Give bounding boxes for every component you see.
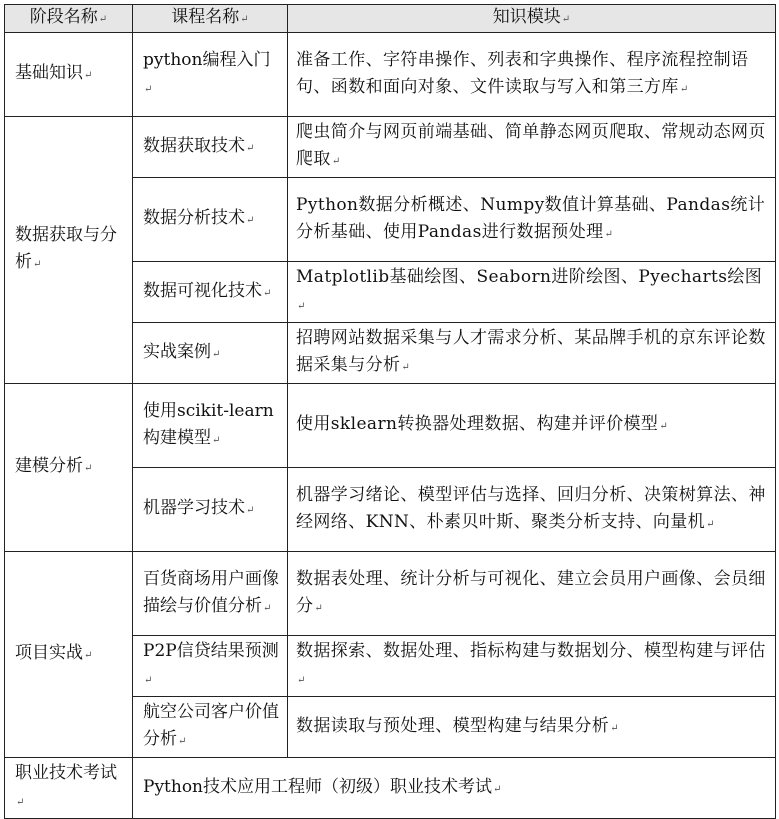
topics-cell xyxy=(288,33,776,117)
paragraph-mark: ↵ xyxy=(610,722,619,734)
table-body xyxy=(5,33,776,819)
paragraph-mark: ↵ xyxy=(314,602,324,614)
course-cell xyxy=(133,178,288,262)
paragraph-mark: ↵ xyxy=(84,463,93,474)
course-label: P2P信贷结果预测 xyxy=(143,641,279,661)
paragraph-mark: ↵ xyxy=(604,228,614,240)
paragraph-mark: ↵ xyxy=(98,14,108,25)
header-row xyxy=(5,5,776,33)
paragraph-mark: ↵ xyxy=(84,650,93,661)
table-row xyxy=(5,117,776,178)
topics-text: 使用sklearn转换器处理数据、构建并评价模型 xyxy=(296,414,659,434)
paragraph-mark: ↵ xyxy=(246,142,255,154)
topics-cell xyxy=(288,636,776,697)
topics-text: 招聘网站数据采集与人才需求分析、某品牌手机的京东评论数据采集与分析 xyxy=(296,328,766,375)
stage-cell xyxy=(5,552,133,758)
header-course xyxy=(133,5,288,33)
course-cell xyxy=(133,117,288,178)
paragraph-mark: ↵ xyxy=(493,783,502,795)
paragraph-mark: ↵ xyxy=(706,518,715,530)
topics-text: 数据表处理、统计分析与可视化、建立会员用户画像、会员细分 xyxy=(296,568,766,616)
exam-cell xyxy=(133,758,776,819)
paragraph-mark: ↵ xyxy=(331,156,341,167)
paragraph-mark: ↵ xyxy=(561,14,571,25)
course-label: 航空公司客户价值分析 xyxy=(143,702,279,749)
header-stage xyxy=(5,5,133,33)
stage-label: 建模分析 xyxy=(15,456,83,476)
paragraph-mark: ↵ xyxy=(33,259,42,270)
stage-label: 项目实战 xyxy=(15,643,83,663)
exam-label: Python技术应用工程师（初级）职业技术考试 xyxy=(143,776,493,797)
paragraph-mark: ↵ xyxy=(263,602,272,614)
paragraph-mark: ↵ xyxy=(212,348,221,360)
stage-cell xyxy=(5,117,133,384)
course-label: 数据分析技术 xyxy=(143,208,245,228)
course-cell xyxy=(133,262,288,323)
course-cell xyxy=(133,384,288,468)
stage-label: 数据获取与分析 xyxy=(15,225,117,272)
topics-text: Python数据分析概述、Numpy数值计算基础、Pandas统计分析基础、使用Pandas进行数据预处理 xyxy=(296,194,766,242)
table-row xyxy=(5,552,776,636)
paragraph-mark: ↵ xyxy=(212,434,221,446)
course-cell xyxy=(133,636,288,697)
course-label: 实战案例 xyxy=(143,341,211,362)
paragraph-mark: ↵ xyxy=(263,287,272,299)
topics-text: 数据探索、数据处理、指标构建与数据划分、模型构建与评估 xyxy=(296,641,766,661)
topics-cell xyxy=(288,117,776,178)
paragraph-mark: ↵ xyxy=(401,362,411,373)
course-label: 百货商场用户画像描绘与价值分析 xyxy=(143,568,279,616)
topics-text: 数据读取与预处理、模型构建与结果分析 xyxy=(296,715,610,736)
course-cell xyxy=(133,697,288,758)
topics-text: Matplotlib基础绘图、Seaborn进阶绘图、Pyecharts绘图 xyxy=(296,267,763,287)
paragraph-mark: ↵ xyxy=(144,675,153,686)
topics-text: 准备工作、字符串操作、列表和字典操作、程序流程控制语句、函数和面向对象、文件读取与写入和第三方库 xyxy=(296,49,749,97)
topics-cell xyxy=(288,384,776,468)
topics-cell xyxy=(288,178,776,262)
header-course-label: 课程名称 xyxy=(171,7,240,27)
stage-label: 职业技术考试 xyxy=(15,763,117,783)
topics-cell xyxy=(288,323,776,384)
stage-cell xyxy=(5,384,133,552)
topics-cell xyxy=(288,697,776,758)
paragraph-mark: ↵ xyxy=(246,505,255,516)
paragraph-mark: ↵ xyxy=(144,83,153,95)
stage-label: 基础知识 xyxy=(15,63,83,83)
course-label: 机器学习技术 xyxy=(143,498,245,518)
table-row xyxy=(5,384,776,468)
table-row xyxy=(5,33,776,117)
header-topics xyxy=(288,5,776,33)
paragraph-mark: ↵ xyxy=(297,675,306,686)
topics-cell xyxy=(288,468,776,552)
curriculum-table xyxy=(4,4,776,819)
course-label: 数据可视化技术 xyxy=(143,280,262,301)
course-label: 数据获取技术 xyxy=(143,135,245,156)
header-stage-label: 阶段名称 xyxy=(29,7,98,27)
course-cell xyxy=(133,468,288,552)
course-cell xyxy=(133,33,288,117)
course-label: 使用scikit-learn构建模型 xyxy=(143,400,274,448)
header-topics-label: 知识模块 xyxy=(492,7,561,27)
paragraph-mark: ↵ xyxy=(240,14,249,25)
course-cell xyxy=(133,323,288,384)
course-cell xyxy=(133,552,288,636)
course-label: python编程入门 xyxy=(143,49,271,70)
paragraph-mark: ↵ xyxy=(16,797,25,808)
paragraph-mark: ↵ xyxy=(679,83,689,95)
topics-cell xyxy=(288,262,776,323)
topics-text: 机器学习绪论、模型评估与选择、回归分析、决策树算法、神经网络、KNN、朴素贝叶斯、聚类分析支持、向量机 xyxy=(296,484,766,532)
stage-cell xyxy=(5,33,133,117)
table-row xyxy=(5,758,776,819)
paragraph-mark: ↵ xyxy=(297,301,306,312)
paragraph-mark: ↵ xyxy=(659,421,669,432)
topics-cell xyxy=(288,552,776,636)
paragraph-mark: ↵ xyxy=(178,736,187,747)
paragraph-mark: ↵ xyxy=(84,70,93,81)
topics-text: 爬虫简介与网页前端基础、简单静态网页爬取、常规动态网页爬取 xyxy=(296,122,766,169)
paragraph-mark: ↵ xyxy=(246,215,255,226)
stage-cell xyxy=(5,758,133,819)
